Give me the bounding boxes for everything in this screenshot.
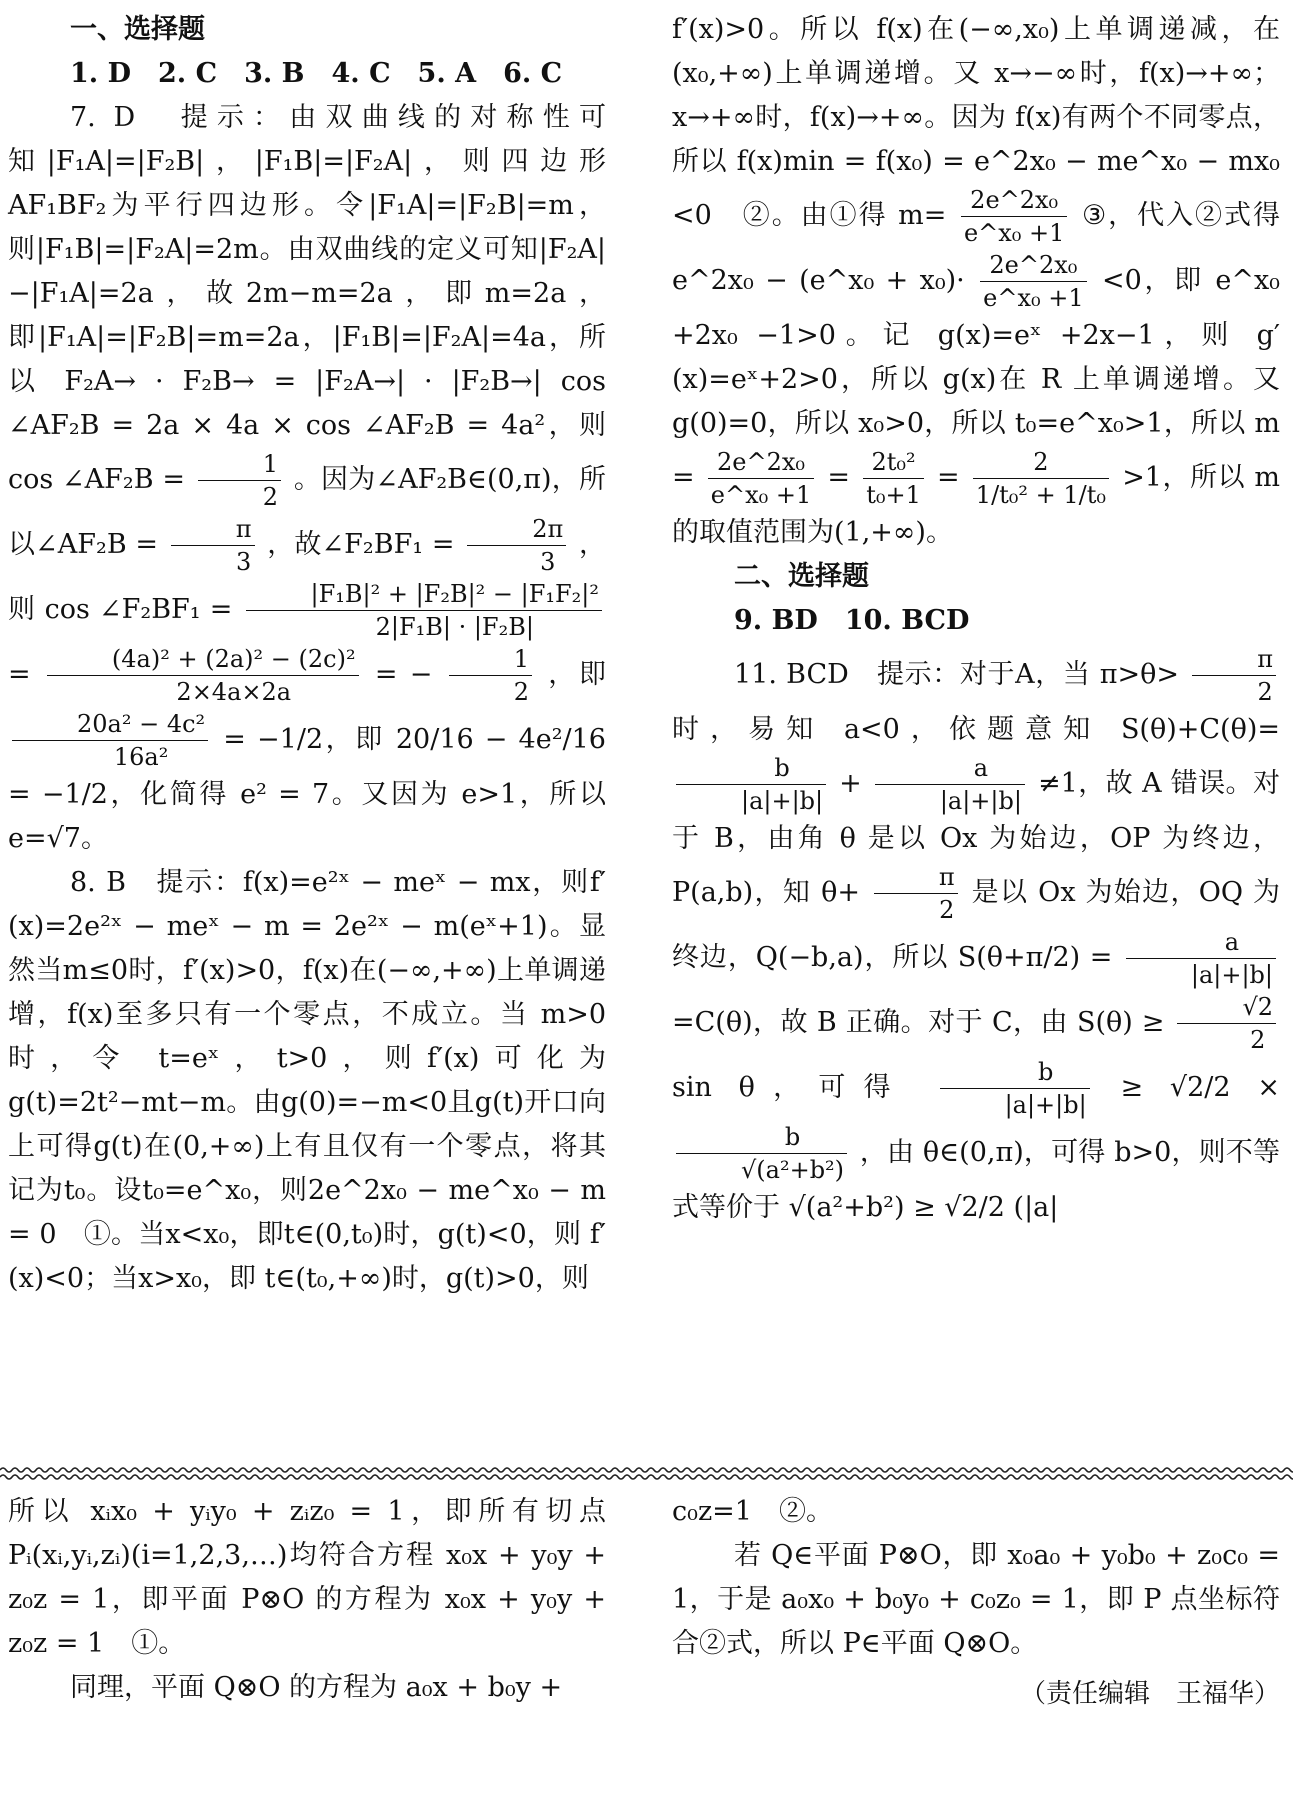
q8-cont-2: m=	[898, 200, 947, 231]
section-heading-1: 一、选择题	[70, 14, 205, 45]
q8-cont-1: f′(x)>0。所以 f(x)在(−∞,x₀)上单调递减，在(x₀,+∞)上单调递增。又 x→−∞时，f(x)→+∞；x→+∞时，f(x)→+∞。因为 f(x)有两个不同零点，所以 f(x)min = f(x₀) = e^2x₀ − me^x₀ − mx₀ <0 ②。由①得	[672, 14, 1280, 231]
fraction: $\frac{\text{|F₁B|² + |F₂B|² − |F₁F₂|²}}{\text{2|F₁B| · |F₂B|}}$	[246, 578, 602, 643]
section-heading-2: 二、选择题	[734, 561, 869, 592]
bottom-right-column	[672, 1490, 1280, 1716]
q8-cont-3: ③，代入②式得 e^2x₀ − (e^x₀ + x₀)·	[672, 200, 1280, 296]
fraction: $\frac{a}{|a|+|b|}$	[875, 752, 1025, 817]
fraction: $\frac{\pi}{2}$	[1192, 643, 1276, 708]
fraction: $\frac{√2}{2}$	[1177, 991, 1276, 1056]
fraction: $\frac{\text{2e\textasciicircum{}2x₀}}{\text{e\textasciicircum{}x₀ +1}}$	[708, 446, 814, 511]
fraction: $\frac{2\pi}{3}$	[467, 513, 566, 578]
q8-cont-6: =	[937, 462, 960, 493]
answers-row-1: 1. D 2. C 3. B 4. C 5. A 6. C	[70, 58, 563, 89]
right-column	[672, 8, 1280, 1230]
fraction: $\frac{1}{2}$	[449, 643, 532, 708]
q11-part-d: ≠1，故 A 错误。对于 B，由角 θ 是以 Ox 为始边，OP 为终边，P(a,b)，知 θ+	[672, 768, 1280, 908]
q11-part-b: 时，易知 a<0，依题意知 S(θ)+C(θ)=	[672, 714, 1280, 745]
q8-continued	[672, 8, 1280, 555]
fraction: $\frac{2}{\text{1/t₀² + 1/t₀}}$	[973, 446, 1109, 511]
fraction: $\frac{a}{|a|+|b|}$	[1126, 926, 1276, 991]
bottom-right-text-1: c₀z=1 ②。	[672, 1496, 833, 1527]
q7-part-b: 。因为∠AF₂B∈(0,π)，所以∠AF₂B =	[8, 464, 606, 560]
question-11-text	[672, 643, 1280, 1230]
q8-cont-5: =	[827, 462, 851, 493]
question-7-text	[8, 96, 606, 861]
q11-part-c: +	[839, 768, 862, 799]
fraction: $\frac{\pi}{3}$	[171, 513, 255, 578]
q7-part-g: ，即	[548, 659, 606, 690]
question-8-text: 8. B 提示：f(x)=e²ˣ − meˣ − mx，则f′(x)=2e²ˣ − meˣ − m = 2e²ˣ − m(eˣ+1)。显然当m≤0时，f′(x)>0，f(x)在(−∞,+∞)上单调递增，f(x)至多只有一个零点，不成立。当 m>0 时，令 t=eˣ，t>0，则f′(x)可化为g(t)=2t²−mt−m。由g(0)=−m<0且g(t)开口向上可得g(t)在(0,+∞)上有且仅有一个零点，将其记为t₀。设t₀=e^x₀，则2e^2x₀ − me^x₀ − m = 0 ①。当x<x₀，即t∈(0,t₀)时，g(t)<0，则 f′(x)<0；当x>x₀，即 t∈(t₀,+∞)时，g(t)>0，则	[8, 867, 606, 1294]
fraction: $\frac{b}{|a|+|b|}$	[940, 1056, 1090, 1121]
q7-part-c: ，故∠F₂BF₁ =	[267, 529, 455, 560]
bottom-left-column	[8, 1490, 606, 1710]
bottom-left-text: 所以 xᵢx₀ + yᵢy₀ + zᵢz₀ = 1，即所有切点Pᵢ(xᵢ,yᵢ,zᵢ)(i=1,2,3,…)均符合方程 x₀x + y₀y + z₀z = 1，即平面 P⊗O 的方程为 x₀x + y₀y + z₀z = 1 ①。	[8, 1496, 606, 1659]
fraction: $\frac{\text{2e\textasciicircum{}2x₀}}{\text{e\textasciicircum{}x₀ +1}}$	[980, 249, 1086, 314]
q11-part-e: 是以 Ox 为始边，OQ 为终边，Q(−b,a)，所以 S(θ+π/2) =	[672, 877, 1280, 973]
bottom-right-text-2: 若 Q∈平面 P⊗O，即 x₀a₀ + y₀b₀ + z₀c₀ = 1，于是 a₀x₀ + b₀y₀ + c₀z₀ = 1，即 P 点坐标符合②式，所以 P∈平面 Q⊗O。	[672, 1540, 1280, 1659]
answers-row-2: 9. BD 10. BCD	[734, 605, 970, 636]
q11-part-f: =C(θ)，故 B 正确。对于 C，由 S(θ) ≥	[672, 1007, 1165, 1038]
fraction: $\frac{b}{\text{√(a²+b²)}}$	[676, 1121, 847, 1186]
fraction: $\frac{\text{2e\textasciicircum{}2x₀}}{\text{e\textasciicircum{}x₀ +1}}$	[961, 184, 1067, 249]
q11-part-h: ≥ √2/2 ×	[1120, 1072, 1280, 1103]
q7-part-h: = −1/2，即 20/16 − 4e²/16 = −1/2，化简得 e² = 7。又因为 e>1，所以 e=√7。	[8, 724, 606, 854]
q7-part-a: 7. D 提示：由双曲线的对称性可知|F₁A|=|F₂B|，|F₁B|=|F₂A|，则四边形AF₁BF₂为平行四边形。令|F₁A|=|F₂B|=m，则|F₁B|=|F₂A|=2m。由双曲线的定义可知|F₂A|−|F₁A|=2a，故2m−m=2a，即m=2a，即|F₁A|=|F₂B|=m=2a，|F₁B|=|F₂A|=4a，所以 F₂A→ · F₂B→ = |F₂A→| · |F₂B→| cos ∠AF₂B = 2a × 4a × cos ∠AF₂B = 4a²，则 cos ∠AF₂B =	[8, 102, 606, 495]
wavy-divider	[0, 1462, 1293, 1486]
fraction: $\frac{\text{20a² − 4c²}}{\text{16a²}}$	[12, 708, 208, 773]
bottom-left-text-2: 同理，平面 Q⊗O 的方程为 a₀x + b₀y +	[70, 1672, 563, 1703]
q11-part-a: 11. BCD 提示：对于A，当 π>θ>	[734, 659, 1179, 690]
q11-part-g: sin θ，可得	[672, 1072, 909, 1103]
left-column	[8, 8, 606, 1301]
q7-part-e: =	[8, 659, 31, 690]
q8-cont-4: <0，即 e^x₀ +2x₀ −1>0。记 g(x)=eˣ +2x−1，则 g′(x)=eˣ+2>0，所以 g(x)在 R 上单调递增。又 g(0)=0，所以 x₀>0，所以 t₀=e^x₀>1，所以 m =	[672, 265, 1280, 493]
q7-part-d: ，则 cos ∠F₂BF₁ =	[8, 529, 606, 625]
q8-cont-7: >1，所以 m 的取值范围为(1,+∞)。	[672, 462, 1280, 548]
fraction: $\frac{1}{2}$	[198, 448, 281, 513]
fraction: $\frac{\text{(4a)² + (2a)² − (2c)²}}{2\times 4a\times 2a}$	[47, 643, 359, 708]
fraction: $\frac{b}{|a|+|b|}$	[676, 752, 826, 817]
editor-credit: （责任编辑 王福华）	[1019, 1679, 1280, 1709]
fraction: $\frac{\text{2t₀²}}{\text{t₀+1}}$	[863, 446, 924, 511]
q7-part-f: = −	[374, 659, 433, 690]
fraction: $\frac{\pi}{2}$	[874, 861, 958, 926]
q11-part-i: ，由 θ∈(0,π)，可得 b>0，则不等式等价于 √(a²+b²) ≥ √2/2 (|a|	[672, 1137, 1280, 1223]
